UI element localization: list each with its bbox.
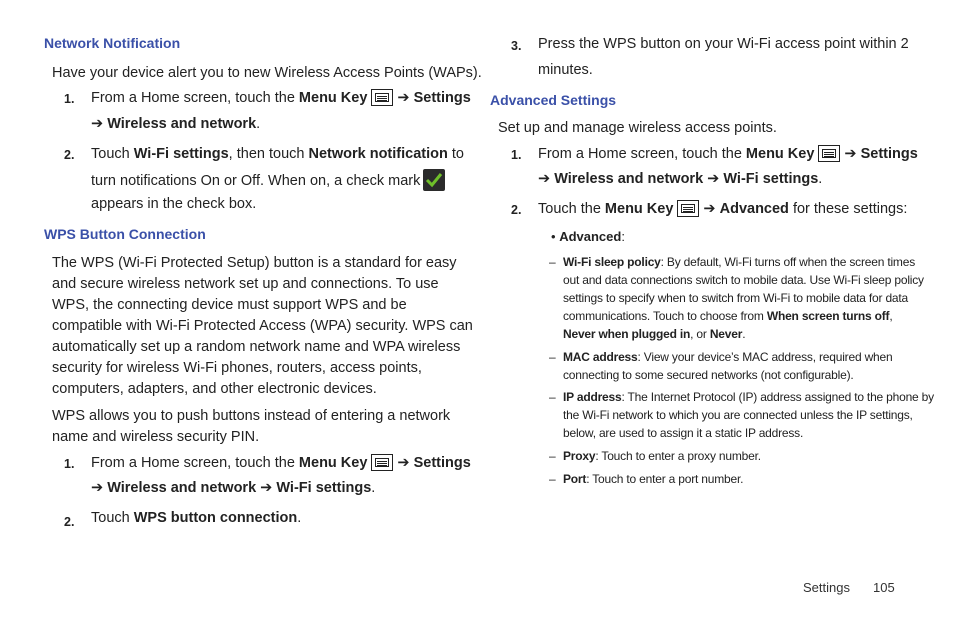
arrow-icon: ➔ — [397, 455, 410, 471]
port-item: Port: Touch to enter a port number. — [563, 472, 744, 486]
ip-address-item: IP address: The Internet Protocol (IP) address assigned to the phone by the Wi-Fi network to which you are connected unless the IP settings, below, are used to assign it a static IP address. — [563, 390, 934, 440]
step-number: 3. — [511, 39, 522, 53]
wifi-settings-label: Wi-Fi settings — [276, 480, 372, 496]
step-number: 1. — [64, 92, 75, 106]
advanced-settings-heading: Advanced Settings — [490, 92, 617, 108]
nn-step1-line2: ➔ Wireless and network. — [91, 116, 261, 132]
menu-key-icon — [677, 200, 699, 217]
wifi-settings-label: Wi-Fi settings — [133, 146, 229, 162]
step-number: 2. — [64, 515, 75, 529]
wps-button-connection-label: WPS button connection — [133, 510, 298, 526]
menu-key-icon — [818, 145, 840, 162]
menu-key-label: Menu Key — [604, 201, 674, 217]
wps-step2-line1: Touch WPS button connection. — [91, 510, 302, 526]
nn-step1-line1 — [91, 88, 471, 109]
nn-step2-line3: appears in the check box. — [91, 196, 257, 212]
network-notification-heading: Network Notification — [44, 35, 181, 51]
wifi-settings-label: Wi-Fi settings — [723, 171, 819, 187]
arrow-icon: ➔ — [707, 171, 720, 187]
dash: – — [549, 390, 556, 404]
arrow-icon: ➔ — [844, 146, 857, 162]
page-number: 105 — [873, 580, 895, 595]
footer-section: Settings — [803, 580, 850, 595]
step-text: From a Home screen, touch the — [91, 90, 299, 106]
wps-step1-line2: ➔ Wireless and network ➔ Wi-Fi settings. — [91, 480, 376, 496]
proxy-item: Proxy: Touch to enter a proxy number. — [563, 449, 761, 463]
wireless-network-label: Wireless and network — [107, 116, 257, 132]
arrow-icon: ➔ — [91, 116, 104, 132]
menu-key-label: Menu Key — [745, 146, 815, 162]
menu-key-icon — [371, 454, 393, 471]
wireless-network-label: Wireless and network — [554, 171, 704, 187]
network-notification-label: Network notification — [308, 146, 448, 162]
nn-step2-line1: Touch Wi-Fi settings, then touch Network notification to — [91, 146, 464, 162]
mac-address-item: MAC address: View your device’s MAC address, required when connecting to some secured networks (not configurable). — [563, 350, 893, 382]
wifi-sleep-policy-item: Wi-Fi sleep policy: By default, Wi-Fi turns off when the screen times out and data connections switch to mobile data. Use Wi-Fi sleep policy settings to specify when to switch from Wi-Fi to mobile data for data communications. Touch to choose from When screen turns off, Never when plugged in, or Never. — [563, 255, 924, 341]
wps-step1-line1: From a Home screen, touch the Menu Key ➔ Settings — [91, 455, 471, 471]
menu-key-label: Menu Key — [298, 90, 368, 106]
step-number: 1. — [64, 457, 75, 471]
settings-label: Settings — [413, 90, 471, 106]
nn-step2-line2: turn notifications On or Off. When on, a check mark — [91, 169, 448, 192]
advanced-intro: Set up and manage wireless access points. — [498, 120, 777, 136]
menu-key-label: Menu Key — [298, 455, 368, 471]
checkmark-icon — [423, 169, 445, 191]
adv-step1-line2: ➔ Wireless and network ➔ Wi-Fi settings. — [538, 171, 823, 187]
arrow-icon: ➔ — [260, 480, 273, 496]
arrow-icon: ➔ — [397, 90, 410, 106]
step-number: 2. — [64, 148, 75, 162]
menu-key-icon — [371, 89, 393, 106]
wps-paragraph-2: WPS allows you to push buttons instead of entering a network name and wireless security PIN. — [52, 408, 451, 445]
arrow-icon: ➔ — [91, 480, 104, 496]
wps-step3: Press the WPS button on your Wi-Fi access point within 2 minutes. — [538, 36, 909, 78]
dash: – — [549, 472, 556, 486]
wps-paragraph-1: The WPS (Wi-Fi Protected Setup) button is a standard for easy and secure wireless network set up and connections. To use WPS, the connecting device must support WPS and be compatible with Wi-Fi Protected Access (WPA) security. WPS can automatically set up a random network name and WPA wireless security for wireless Wi-Fi phones, routers, access points, computers, adapters, and other electronic devices. — [52, 255, 473, 397]
network-notification-intro: Have your device alert you to new Wireless Access Points (WAPs). — [52, 65, 482, 81]
dash: – — [549, 449, 556, 463]
bullet-icon: • — [551, 229, 556, 244]
step-number: 1. — [511, 148, 522, 162]
dash: – — [549, 255, 556, 269]
advanced-label: Advanced — [719, 201, 789, 217]
step-number: 2. — [511, 203, 522, 217]
adv-step2-line1: Touch the Menu Key ➔ Advanced for these settings: — [538, 201, 908, 217]
wireless-network-label: Wireless and network — [107, 480, 257, 496]
settings-label: Settings — [413, 455, 471, 471]
advanced-bullet: • Advanced: — [551, 229, 625, 244]
dash: – — [549, 350, 556, 364]
arrow-icon: ➔ — [703, 201, 716, 217]
settings-label: Settings — [860, 146, 918, 162]
arrow-icon: ➔ — [538, 171, 551, 187]
wps-heading: WPS Button Connection — [44, 226, 206, 242]
adv-step1-line1: From a Home screen, touch the Menu Key ➔ Settings — [538, 146, 918, 162]
